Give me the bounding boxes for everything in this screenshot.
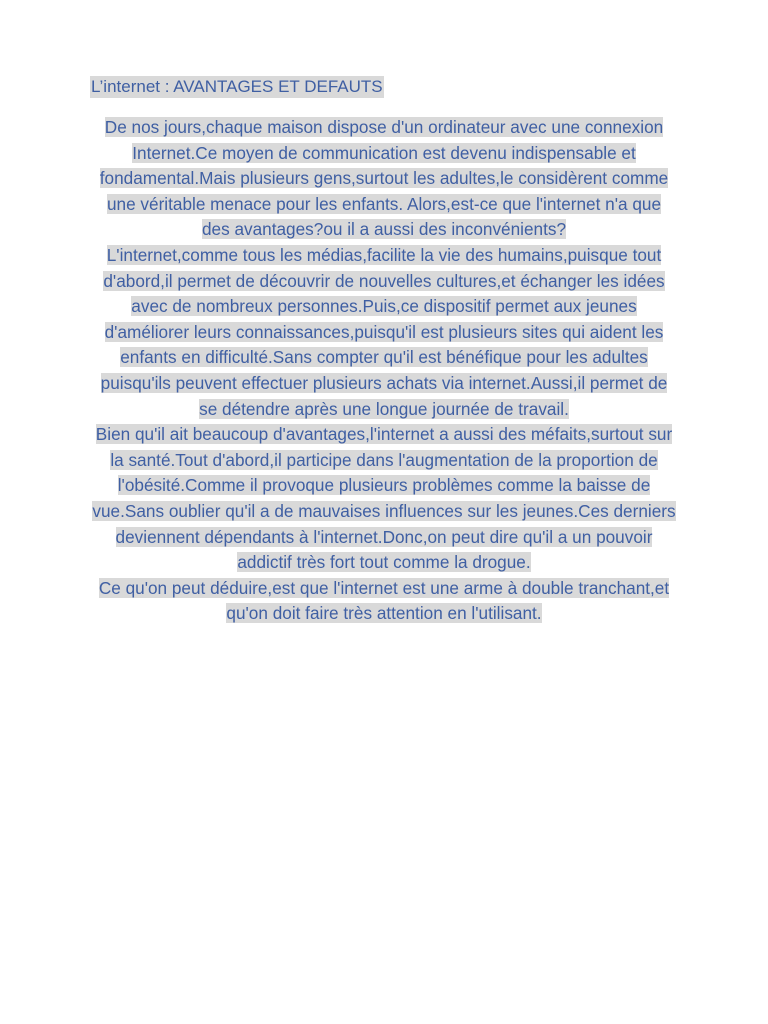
paragraph-advantages xyxy=(92,243,676,422)
paragraph-text: De nos jours,chaque maison dispose d'un ordinateur avec une connexion Internet.Ce moyen de communication est devenu indispensable et fondamental.Mais plusieurs gens,surtout les adultes,le considèrent comme une véritable menace pour les enfants. Alors,est-ce que l'internet n'a que des avantages?ou il a aussi des inconvénients? xyxy=(99,117,669,240)
paragraph-disadvantages xyxy=(92,422,676,576)
paragraph-text: L'internet,comme tous les médias,facilite la vie des humains,puisque tout d'abord,il permet de découvrir de nouvelles cultures,et échanger les idées avec de nombreux personnes.Puis,ce dispositif permet aux jeunes d'améliorer leurs connaissances,puisqu'il est plusieurs sites qui aident les enfants en difficulté.Sans compter qu'il est bénéfique pour les adultes puisqu'ils peuvent effectuer plusieurs achats via internet.Aussi,il permet de se détendre après une longue journée de travail. xyxy=(100,244,668,419)
paragraph-introduction xyxy=(92,115,676,243)
document-body xyxy=(92,115,676,627)
paragraph-text: Bien qu'il ait beaucoup d'avantages,l'internet a aussi des méfaits,surtout sur la santé.Tout d'abord,il participe dans l'augmentation de la proportion de l'obésité.Comme il provoque plusieurs problèmes comme la baisse de vue.Sans oublier qu'il a de mauvaises influences sur les jeunes.Ces derniers deviennent dépendants à l'internet.Donc,on peut dire qu'il a un pouvoir addictif très fort tout comme la drogue. xyxy=(92,424,676,573)
paragraph-text: Ce qu'on peut déduire,est que l'internet est une arme à double tranchant,et qu'on doit faire très attention en l'utilisant. xyxy=(98,577,670,624)
document-title: L’internet : AVANTAGES ET DEFAUTS xyxy=(91,77,383,96)
paragraph-conclusion xyxy=(92,576,676,627)
